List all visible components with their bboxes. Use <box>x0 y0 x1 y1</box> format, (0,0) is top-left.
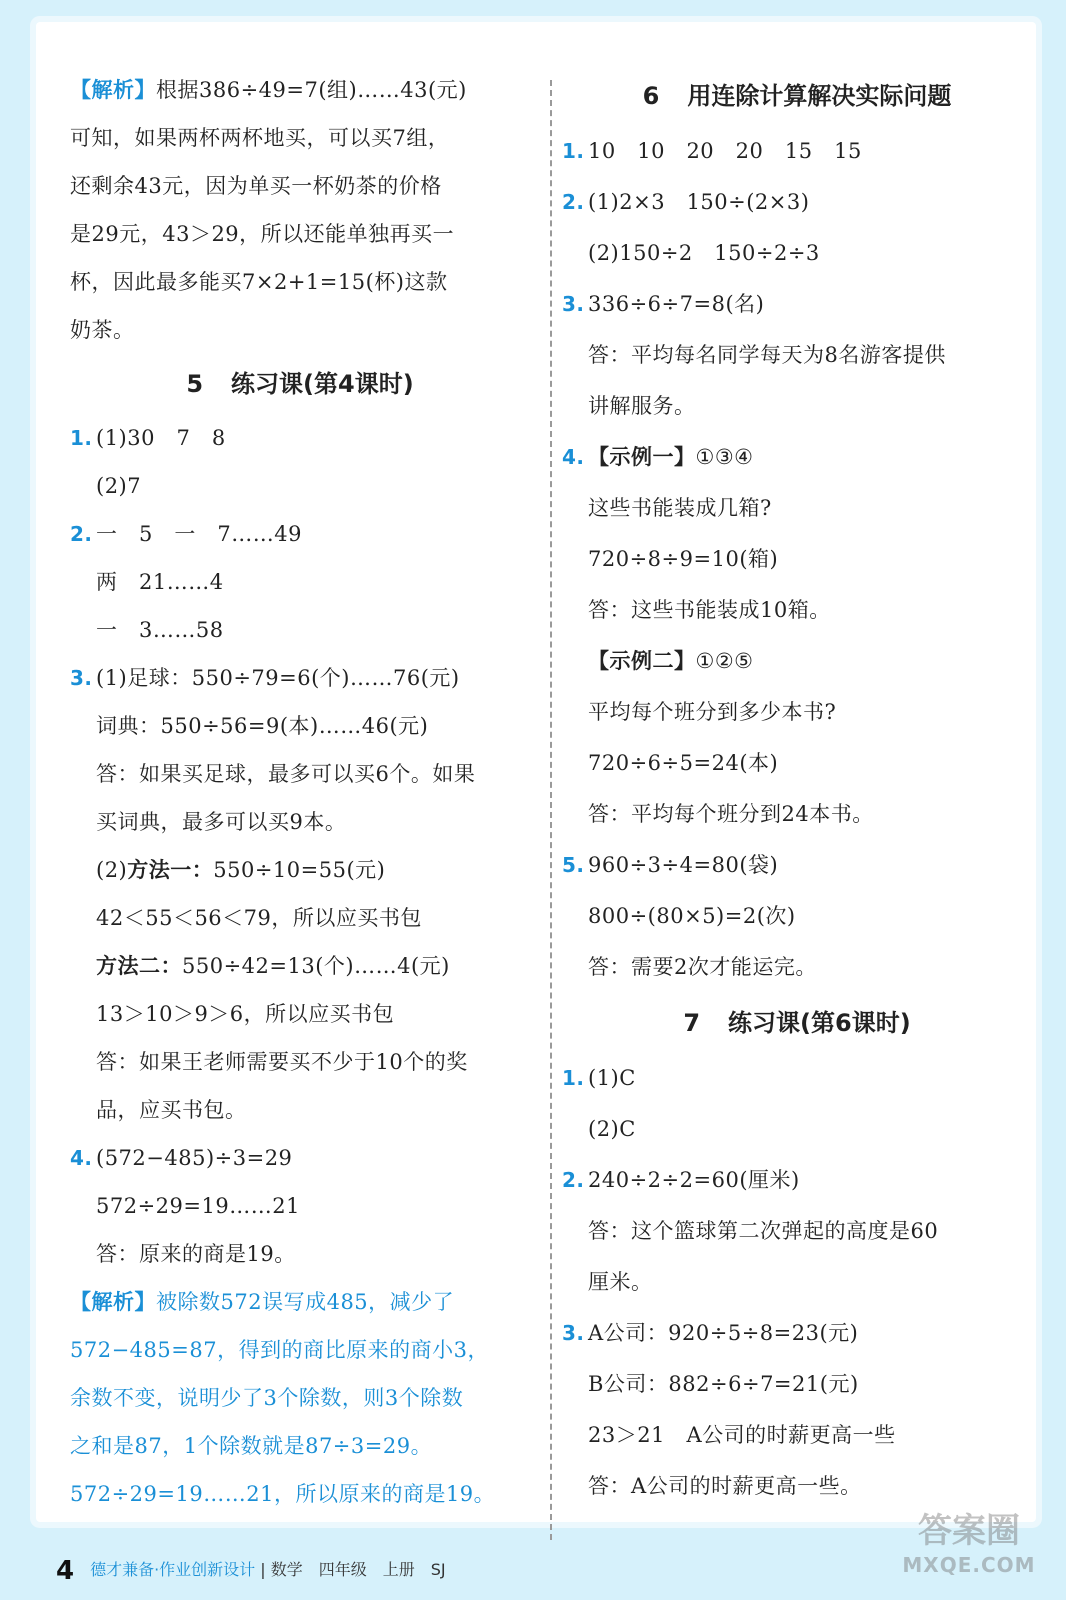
question-number: 1. <box>562 1066 585 1090</box>
answer-line <box>70 846 530 894</box>
question-number: 2. <box>70 522 93 546</box>
answer-line <box>70 558 530 606</box>
line-text: 答：平均每个班分到24本书。 <box>588 802 874 826</box>
answer-line <box>562 1308 1032 1359</box>
line-text: 平均每个班分到多少本书? <box>588 700 837 724</box>
line-text: 答：这些书能装成10箱。 <box>588 598 831 622</box>
line-text: (1)C <box>588 1066 636 1090</box>
answer-line <box>70 66 530 114</box>
right-column <box>562 66 1032 1512</box>
line-text: B公司：882÷6÷7=21(元) <box>588 1372 859 1396</box>
section-number: 5 <box>186 370 204 398</box>
section-heading: 练习课(第4课时) <box>231 370 414 398</box>
answer-line <box>70 162 530 210</box>
answer-line <box>70 1134 530 1182</box>
answer-line <box>70 114 530 162</box>
watermark-logo <box>894 1510 1044 1590</box>
answer-line <box>70 942 530 990</box>
line-text: 这些书能装成几箱? <box>588 496 772 520</box>
question-number: 3. <box>70 666 93 690</box>
answer-line <box>562 1155 1032 1206</box>
section-number: 7 <box>683 1009 701 1037</box>
answers-section-7 <box>562 1053 1032 1512</box>
line-text: 之和是87，1个除数就是87÷3=29。 <box>70 1434 433 1458</box>
line-text: 答：原来的商是19。 <box>96 1242 296 1266</box>
line-text: (2)150÷2 150÷2÷3 <box>588 241 820 265</box>
section-heading: 用连除计算解决实际问题 <box>687 82 952 110</box>
answer-line <box>70 1182 530 1230</box>
watermark-url: MXQE.COM <box>902 1553 1036 1577</box>
line-text: 336÷6÷7=8(名) <box>588 292 765 316</box>
answer-line <box>70 798 530 846</box>
answer-line <box>70 990 530 1038</box>
line-text: 13＞10＞9＞6，所以应买书包 <box>96 1002 395 1026</box>
answer-line <box>70 1278 530 1326</box>
answer-line <box>70 606 530 654</box>
answer-line <box>70 510 530 558</box>
answer-line <box>562 534 1032 585</box>
section-title-5 <box>70 354 530 414</box>
line-text: 可知，如果两杯两杯地买，可以买7组， <box>70 126 450 150</box>
line-text: 杯，因此最多能买7×2+1=15(杯)这款 <box>70 270 448 294</box>
answers-section-5 <box>70 414 530 1278</box>
line-text: 品，应买书包。 <box>96 1098 247 1122</box>
section-title-6 <box>562 66 1032 126</box>
line-text: ①③④ <box>695 445 754 469</box>
answer-line <box>562 585 1032 636</box>
method-label: 【示例二】 <box>588 649 696 673</box>
line-text: 550÷42=13(个)……4(元) <box>182 954 450 978</box>
line-text: 余数不变，说明少了3个除数，则3个除数 <box>70 1386 464 1410</box>
line-text: 厘米。 <box>588 1270 653 1294</box>
line-text: 讲解服务。 <box>588 394 696 418</box>
line-text: (1)30 7 8 <box>96 426 226 450</box>
method-label: 方法一： <box>127 858 214 882</box>
line-text: 572−485=87，得到的商比原来的商小3， <box>70 1338 489 1362</box>
section-number: 6 <box>642 82 660 110</box>
answer-line <box>562 789 1032 840</box>
line-text: 720÷8÷9=10(箱) <box>588 547 779 571</box>
line-text: 800÷(80×5)=2(次) <box>588 904 796 928</box>
answer-line <box>70 210 530 258</box>
answer-line <box>562 381 1032 432</box>
line-text: (1)2×3 150÷(2×3) <box>588 190 810 214</box>
answers-section-6 <box>562 126 1032 993</box>
line-text: 572÷29=19……21，所以原来的商是19。 <box>70 1482 496 1506</box>
method-label: 【示例一】 <box>588 445 696 469</box>
sub-question-label: (2) <box>96 858 128 882</box>
answer-line <box>70 894 530 942</box>
line-text: 两 21……4 <box>96 570 224 594</box>
line-text: A公司：920÷5÷8=23(元) <box>588 1321 859 1345</box>
answer-line <box>562 1410 1032 1461</box>
answer-line <box>562 891 1032 942</box>
book-title: 德才兼备·作业创新设计 <box>90 1560 256 1579</box>
line-text: 还剩余43元，因为单买一杯奶茶的价格 <box>70 174 442 198</box>
line-text: 答：需要2次才能运完。 <box>588 955 817 979</box>
section-title-7 <box>562 993 1032 1053</box>
line-text: 960÷3÷4=80(袋) <box>588 853 779 877</box>
answer-line <box>562 228 1032 279</box>
line-text: (2)C <box>588 1117 636 1141</box>
line-text: ①②⑤ <box>695 649 754 673</box>
question-number: 3. <box>562 292 585 316</box>
answer-line <box>70 1086 530 1134</box>
answer-line <box>562 126 1032 177</box>
analysis-tag: 【解析】 <box>70 78 156 102</box>
answer-line <box>70 1038 530 1086</box>
answer-line <box>70 1230 530 1278</box>
line-text: 奶茶。 <box>70 318 135 342</box>
line-text: 42＜55＜56＜79，所以应买书包 <box>96 906 422 930</box>
answer-line <box>562 432 1032 483</box>
line-text: 答：如果王老师需要买不少于10个的奖 <box>96 1050 468 1074</box>
question-number: 2. <box>562 1168 585 1192</box>
line-text: 10 10 20 20 15 15 <box>588 139 862 163</box>
line-text: 一 3……58 <box>96 618 224 642</box>
line-text: (572−485)÷3=29 <box>96 1146 293 1170</box>
page-footer <box>56 1550 446 1590</box>
line-text: 被除数572误写成485，减少了 <box>156 1290 455 1314</box>
answer-line <box>562 1053 1032 1104</box>
answer-line <box>562 177 1032 228</box>
answer-line <box>562 330 1032 381</box>
answer-line <box>70 414 530 462</box>
answer-line <box>562 1104 1032 1155</box>
answer-line <box>562 636 1032 687</box>
method-label: 方法二： <box>96 954 182 978</box>
footer-separator: | <box>255 1560 271 1579</box>
answer-line <box>70 750 530 798</box>
section-heading: 练习课(第6课时) <box>728 1009 911 1037</box>
watermark-text: 答案圈 <box>918 1511 1020 1551</box>
line-text: (1)足球：550÷79=6(个)……76(元) <box>96 666 460 690</box>
answer-line <box>70 1422 530 1470</box>
line-text: 词典：550÷56=9(本)……46(元) <box>96 714 429 738</box>
answer-line <box>70 462 530 510</box>
answer-line <box>70 702 530 750</box>
line-text: 23＞21 A公司的时薪更高一些 <box>588 1423 896 1447</box>
question-number: 4. <box>70 1146 93 1170</box>
line-text: 答：如果买足球，最多可以买6个。如果 <box>96 762 476 786</box>
line-text: 240÷2÷2=60(厘米) <box>588 1168 800 1192</box>
page-number: 4 <box>56 1555 75 1586</box>
line-text: 一 5 一 7……49 <box>96 522 302 546</box>
answer-line <box>562 1257 1032 1308</box>
answer-line <box>70 1470 530 1518</box>
question-number: 5. <box>562 853 585 877</box>
line-text: 720÷6÷5=24(本) <box>588 751 779 775</box>
line-text: (2)7 <box>96 474 142 498</box>
question-number: 1. <box>70 426 93 450</box>
answer-line <box>562 1461 1032 1512</box>
left-column <box>70 66 530 1518</box>
answer-line <box>562 1206 1032 1257</box>
line-text: 答：这个篮球第二次弹起的高度是60 <box>588 1219 939 1243</box>
answer-line <box>562 738 1032 789</box>
line-text: 是29元，43＞29，所以还能单独再买一 <box>70 222 455 246</box>
answer-line <box>70 654 530 702</box>
line-text: 572÷29=19……21 <box>96 1194 300 1218</box>
analysis-tag: 【解析】 <box>70 1290 156 1314</box>
answer-line <box>562 1359 1032 1410</box>
answer-line <box>562 279 1032 330</box>
line-text: 根据386÷49=7(组)……43(元) <box>156 78 467 102</box>
answer-line <box>70 258 530 306</box>
question-number: 3. <box>562 1321 585 1345</box>
answer-line <box>562 687 1032 738</box>
line-text: 550÷10=55(元) <box>213 858 386 882</box>
question-number: 1. <box>562 139 585 163</box>
answer-line <box>562 483 1032 534</box>
analysis-block-lesson4 <box>70 66 530 354</box>
line-text: 买词典，最多可以买9本。 <box>96 810 347 834</box>
line-text: 答：平均每名同学每天为8名游客提供 <box>588 343 946 367</box>
answer-line <box>70 1326 530 1374</box>
column-divider <box>550 80 552 1540</box>
question-number: 4. <box>562 445 585 469</box>
answer-line <box>562 840 1032 891</box>
answer-line <box>562 942 1032 993</box>
book-info: 数学 四年级 上册 SJ <box>270 1560 446 1579</box>
answer-line <box>70 1374 530 1422</box>
question-number: 2. <box>562 190 585 214</box>
analysis-block-q4 <box>70 1278 530 1518</box>
line-text: 答：A公司的时薪更高一些。 <box>588 1474 862 1498</box>
answer-line <box>70 306 530 354</box>
